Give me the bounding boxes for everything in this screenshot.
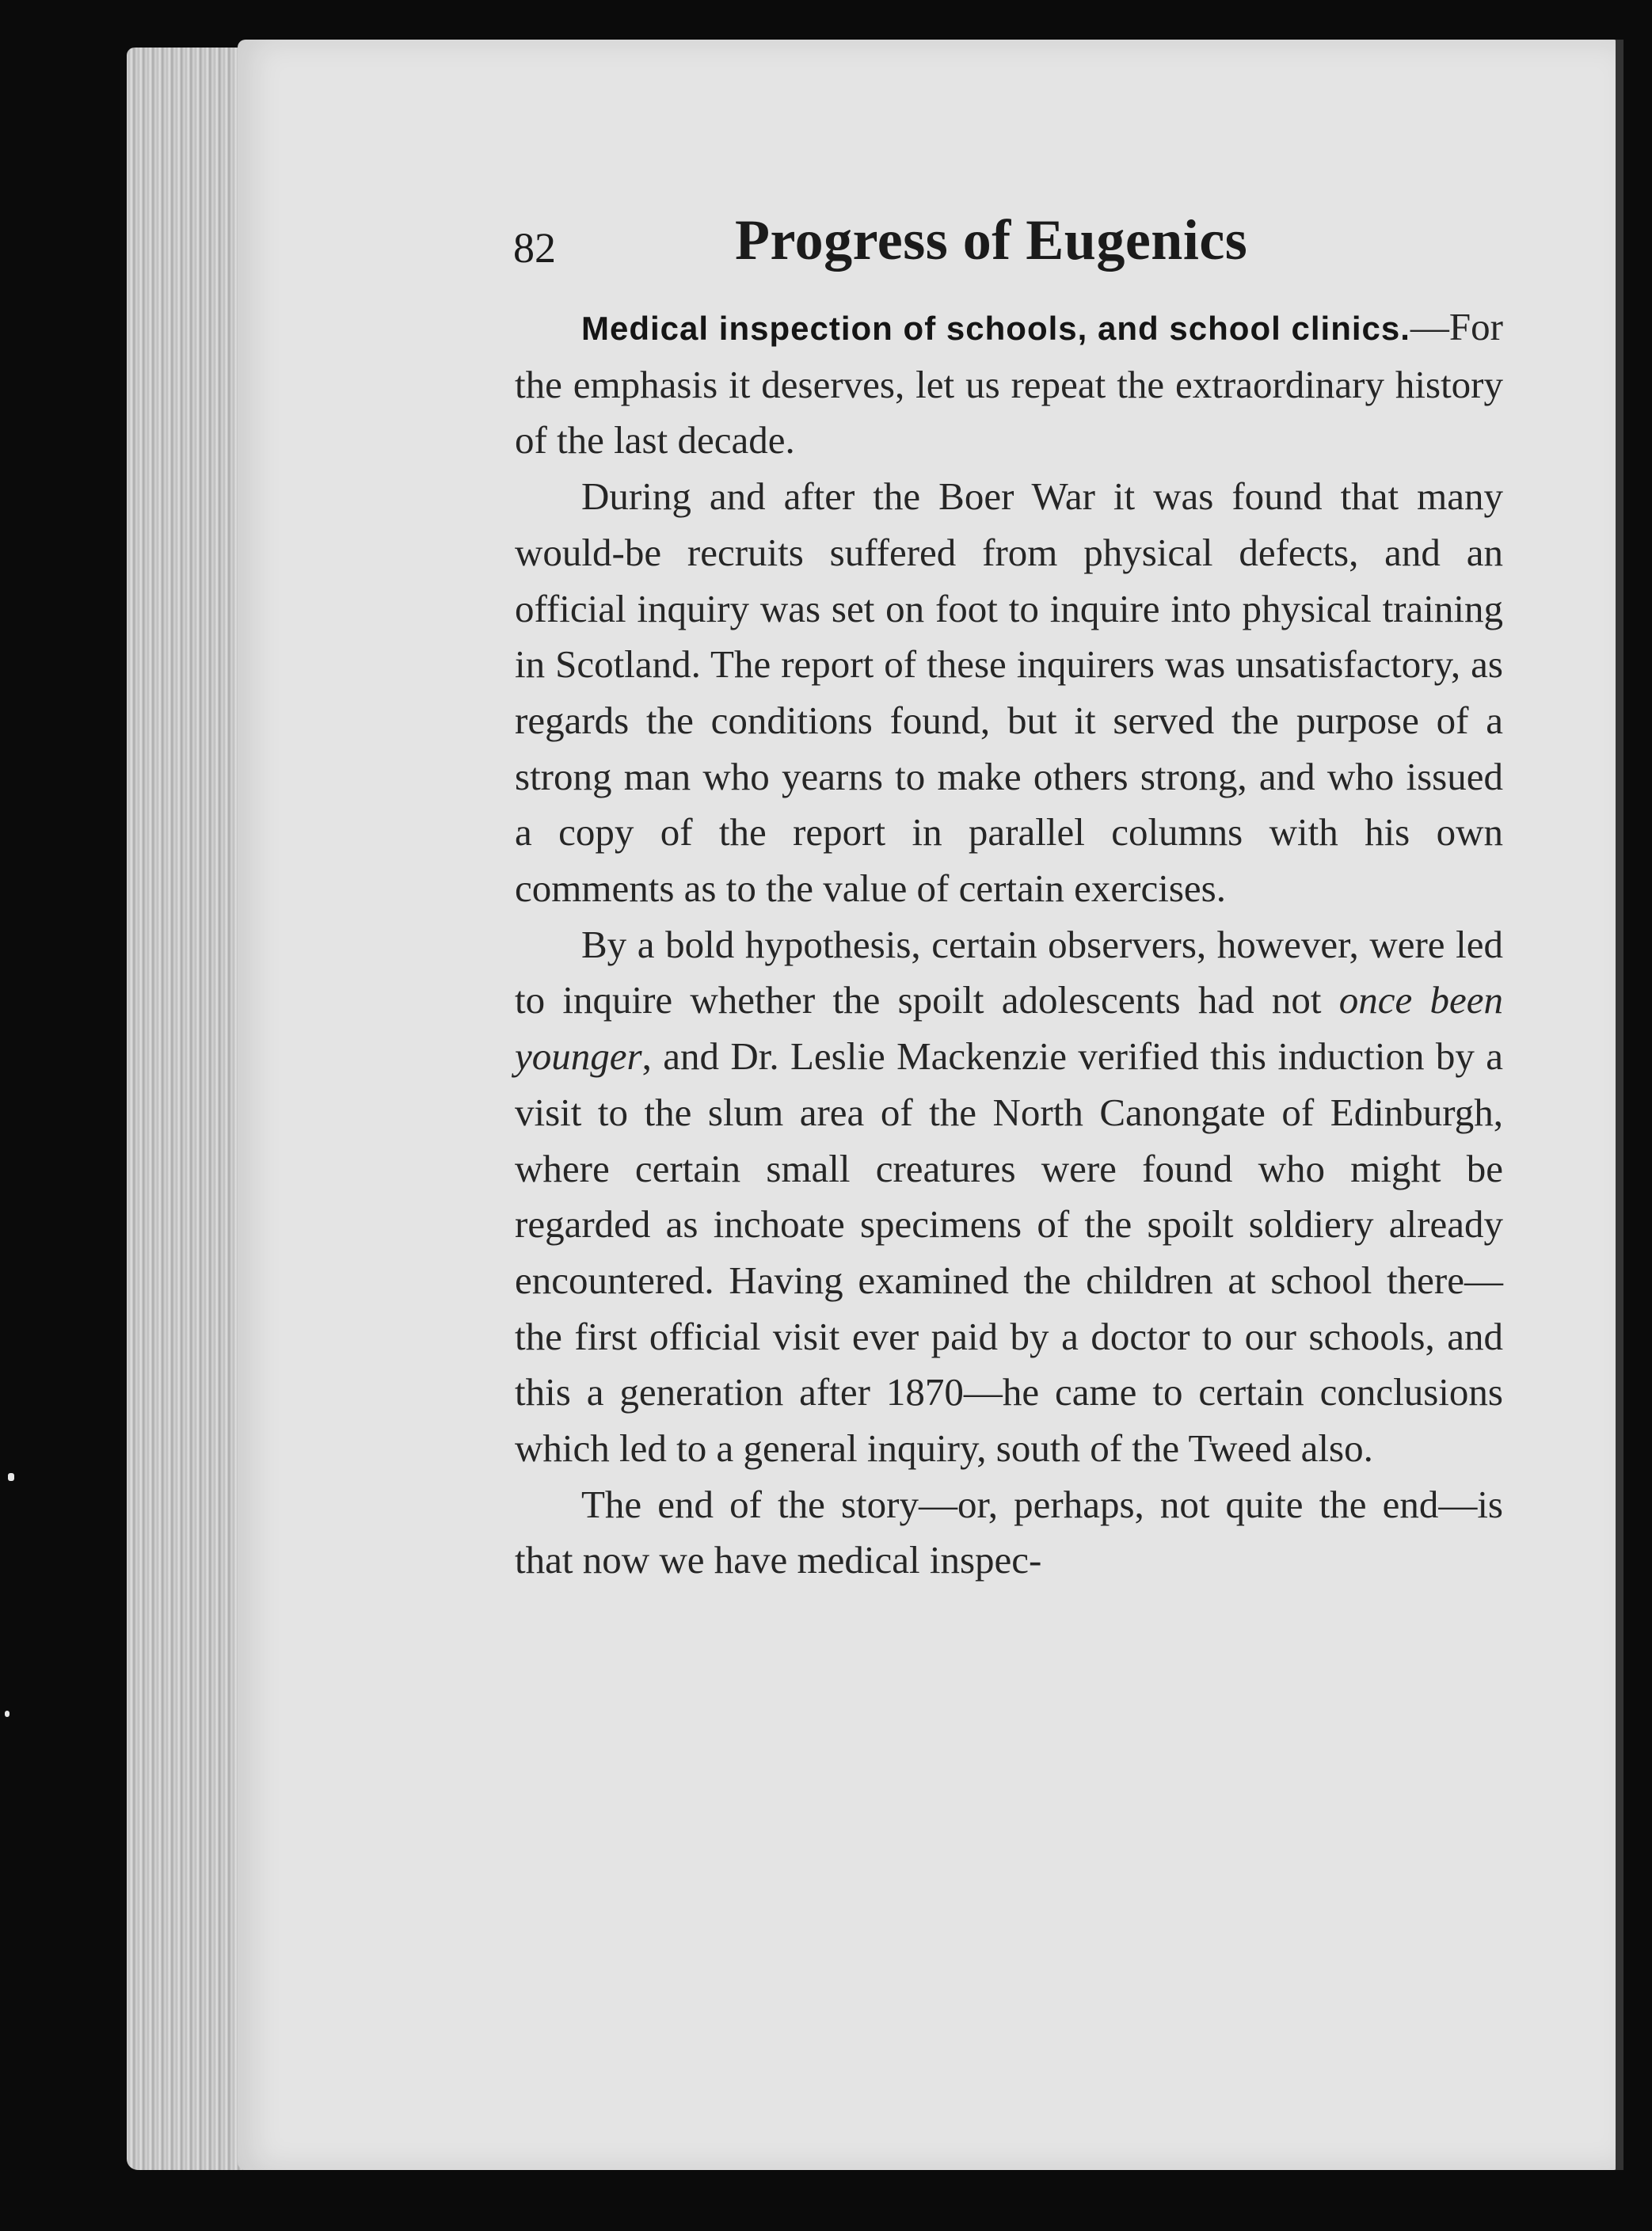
section-heading: Medical inspection of schools, and school clinics. — [581, 310, 1410, 347]
paragraph — [515, 299, 1503, 469]
page-header — [513, 207, 1503, 287]
paragraph-text: , and Dr. Leslie Mackenzie verified this induction by a visit to the slum area of the North Canongate of Edinburgh, where certain small creatures were found who might be regarded as inchoate specimens of the spoilt soldiery already encountered. Having examined the children at school there—the first official visit ever paid by a doctor to our schools, and this a generation after 1870—he came to certain conclusions which led to a general inquiry, south of the Tweed also. — [515, 1034, 1503, 1471]
running-title: Progress of Eugenics — [735, 208, 1248, 272]
italic-phrase: once been younger — [515, 978, 1503, 1079]
scan-speck — [5, 1711, 10, 1717]
page-number: 82 — [513, 224, 556, 272]
page-right-shadow — [1616, 40, 1623, 2170]
paragraph-text: —For the emphasis it deserves, let us repeat the extraordinary history of the last decade. — [515, 305, 1503, 463]
paragraph — [515, 917, 1503, 1477]
paragraph: During and after the Boer War it was found that many would-be recruits suffered from physical defects, and an official inquiry was set on foot to inquire into physical training in Scotland. The report of these inquirers was unsatisfactory, as regards the conditions found, but it served the purpose of a strong man who yearns to make others strong, and who issued a copy of the report in parallel columns with his own comments as to the value of certain exercises. — [515, 474, 1503, 911]
paragraph-text: By a bold hypothesis, certain observers, however, were led to inquire whether the spoilt adolescents had not — [515, 922, 1503, 1022]
body-text — [515, 299, 1503, 1589]
paragraph: The end of the story—or, perhaps, not quite the end—is that now we have medical inspec- — [515, 1482, 1503, 1582]
scan-speck — [8, 1473, 14, 1481]
